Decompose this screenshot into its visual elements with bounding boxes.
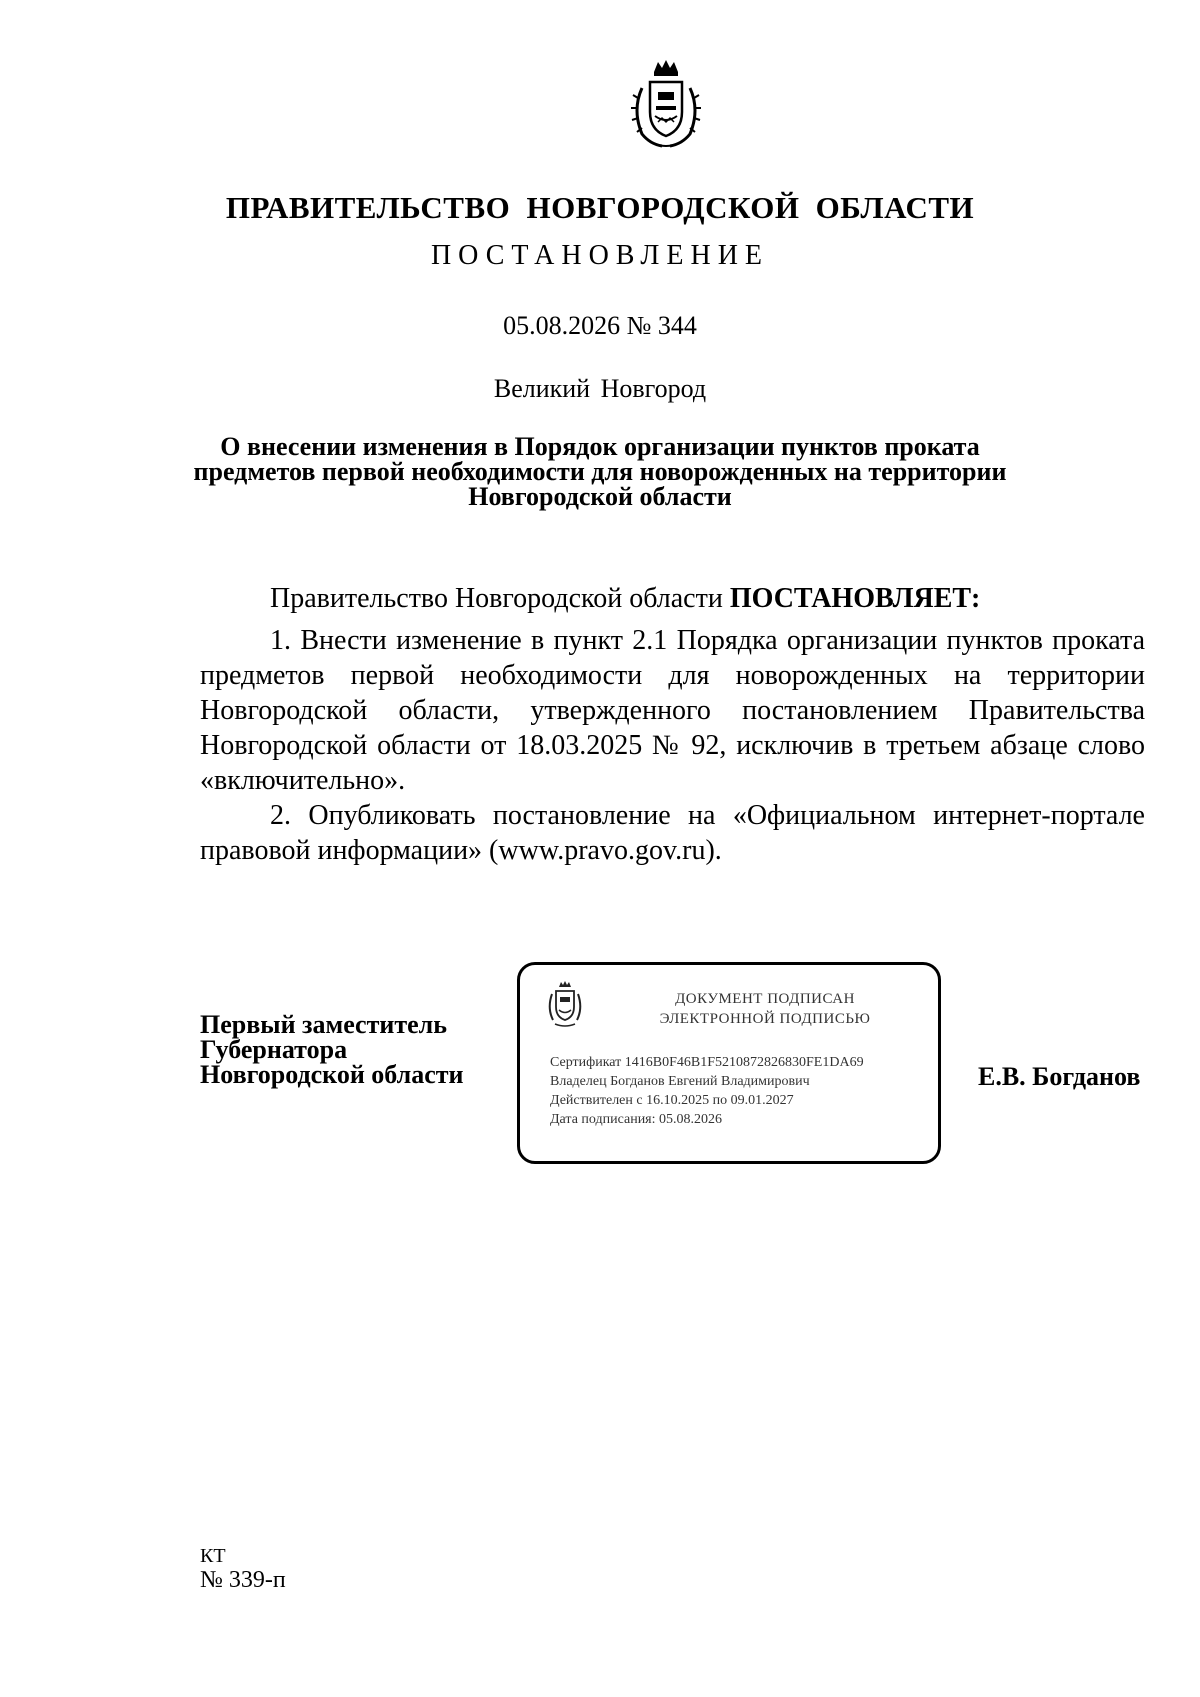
stamp-details <box>550 1053 935 1129</box>
stamp-title-line: ДОКУМЕНТ ПОДПИСАН <box>675 991 855 1007</box>
footer-document-number: № 339-п <box>200 1567 286 1593</box>
stamp-signing-date: Дата подписания: 05.08.2026 <box>550 1112 723 1127</box>
signer-position <box>200 1012 500 1087</box>
signer-position-line: Новгородской области <box>200 1060 464 1089</box>
organization-title: ПРАВИТЕЛЬСТВО НОВГОРОДСКОЙ ОБЛАСТИ <box>225 190 975 225</box>
stamp-owner: Владелец Богданов Евгений Владимирович <box>550 1074 810 1089</box>
document-subject <box>150 434 1050 509</box>
resolution-item-2: 2. Опубликовать постановление на «Официальном интернет-портале правовой информации» (www.pravo.gov.ru). <box>200 800 1145 866</box>
resolution-intro <box>200 581 1145 616</box>
signer-name: Е.В. Богданов <box>978 1062 1141 1091</box>
intro-keyword: ПОСТАНОВЛЯЕТ: <box>729 583 981 614</box>
signer-position-line: Губернатора <box>200 1035 348 1064</box>
document-date-number: 05.08.2026 № 344 <box>503 311 697 340</box>
signer-position-line: Первый заместитель <box>200 1010 447 1039</box>
footer-code: КТ <box>200 1545 226 1567</box>
subject-line: О внесении изменения в Порядок организации пунктов проката <box>220 432 980 461</box>
subject-line: предметов первой необходимости для новорожденных на территории <box>193 457 1007 486</box>
intro-text: Правительство Новгородской области <box>270 583 730 614</box>
electronic-signature-stamp <box>517 962 941 1164</box>
stamp-title-line: ЭЛЕКТРОННОЙ ПОДПИСЬЮ <box>659 1011 871 1027</box>
stamp-certificate: Сертификат 1416B0F46B1F5210872826830FE1DA69 <box>550 1055 864 1070</box>
stamp-emblem-icon <box>545 980 585 1028</box>
stamp-validity: Действителен с 16.10.2025 по 09.01.2027 <box>550 1093 794 1108</box>
subject-line: Новгородской области <box>468 482 732 511</box>
coat-of-arms-emblem <box>628 58 704 152</box>
resolution-item-1: 1. Внести изменение в пункт 2.1 Порядка организации пунктов проката предметов первой необходимости для новорожденных на территории Новгородской области, утвержденного постановлением Правительства Новгородской области от 18.03.2025 № 92, исключив в третьем абзаце слово «включительно». <box>200 625 1145 796</box>
document-type: ПОСТАНОВЛЕНИЕ <box>430 240 770 271</box>
document-body <box>200 581 1145 868</box>
stamp-title <box>635 989 895 1029</box>
document-city: Великий Новгород <box>493 374 707 403</box>
